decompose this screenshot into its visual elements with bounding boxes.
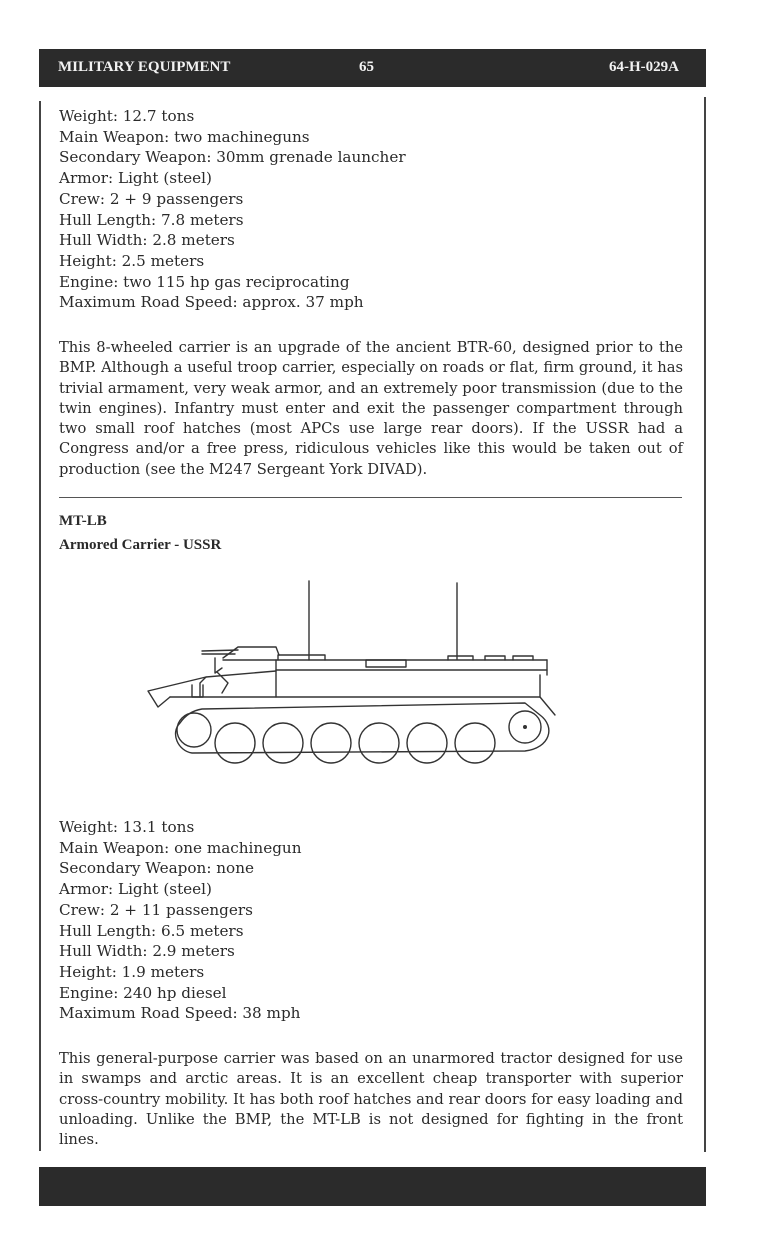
spec-line: Hull Width: 2.8 meters — [59, 231, 235, 250]
description-paragraph-mt-lb: This general-purpose carrier was based on an unarmored tractor designed for use in swamps and arctic areas. It is an excellent cheap transporter with superior cross-country mobility. It has both roof hatches and rear doors for easy loading and unloading. Unlike the BMP, the MT-LB is not designed for fighting in the front lines. — [59, 1050, 683, 1149]
spec-line: Hull Length: 7.8 meters — [59, 210, 244, 229]
spec-line: Secondary Weapon: 30mm grenade launcher — [59, 148, 406, 167]
page-header — [39, 49, 706, 87]
spec-line: Weight: 12.7 tons — [59, 107, 195, 125]
spec-line: Crew: 2 + 9 passengers — [59, 189, 244, 208]
section-divider — [59, 497, 682, 498]
left-margin-rule — [39, 101, 41, 1151]
spec-line: Maximum Road Speed: approx. 37 mph — [59, 293, 364, 312]
right-margin-rule — [704, 97, 706, 1152]
spec-line: Main Weapon: two machineguns — [59, 127, 310, 146]
spec-line: Hull Width: 2.9 meters — [59, 942, 235, 961]
spec-line: Engine: 240 hp diesel — [59, 983, 227, 1002]
page-footer-bar — [39, 1167, 706, 1206]
vehicle-class: Armored Carrier - USSR — [59, 537, 222, 553]
spec-line: Hull Length: 6.5 meters — [59, 921, 244, 940]
description-paragraph-previous-vehicle: This 8-wheeled carrier is an upgrade of the ancient BTR-60, designed prior to the BMP. Although a useful troop carrier, especially on roads or flat, firm ground, it has trivial armament, very weak armor, and an extremely poor transmission (due to the twin engines). Infantry must enter and exit the passenger compartment through two small roof hatches (most APCs use large rear doors). If the USSR had a Congress and/or a free press, ridiculous vehicles like this would be taken out of production (see the M247 Sergeant York DIVAD). — [59, 339, 683, 478]
spec-line: Armor: Light (steel) — [59, 880, 212, 899]
spec-line: Height: 2.5 meters — [59, 251, 205, 270]
document-code: 64-H-029A — [609, 59, 679, 75]
spec-line: Main Weapon: one machinegun — [59, 838, 302, 857]
spec-line: Maximum Road Speed: 38 mph — [59, 1004, 301, 1023]
spec-list-previous-vehicle — [59, 106, 406, 313]
page-number: 65 — [359, 59, 374, 75]
spec-line: Crew: 2 + 11 passengers — [59, 900, 253, 919]
spec-line: Secondary Weapon: none — [59, 859, 254, 878]
header-section-title: MILITARY EQUIPMENT — [58, 59, 231, 75]
spec-line: Armor: Light (steel) — [59, 169, 212, 188]
mt-lb-illustration — [140, 575, 560, 780]
spec-list-mt-lb — [59, 817, 301, 1024]
spec-line: Engine: two 115 hp gas reciprocating — [59, 272, 350, 291]
spec-line: Height: 1.9 meters — [59, 962, 205, 981]
vehicle-name: MT-LB — [59, 513, 107, 529]
spec-line: Weight: 13.1 tons — [59, 818, 195, 836]
